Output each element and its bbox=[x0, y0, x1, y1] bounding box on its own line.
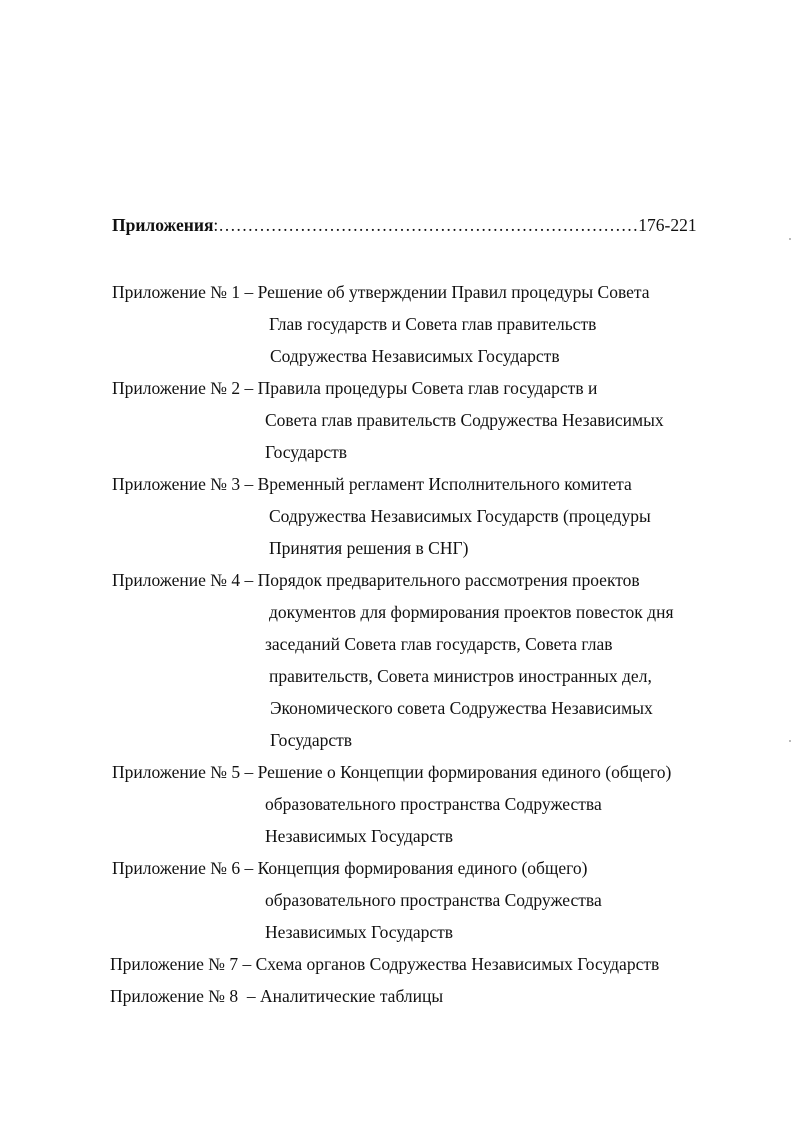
appendix-1-line-1 bbox=[112, 276, 752, 308]
appendix-3-line-2 bbox=[112, 500, 752, 532]
appendix-6-text-cont: Независимых Государств bbox=[265, 922, 454, 942]
appendix-1-text-cont: Глав государств и Совета глав правительств bbox=[269, 314, 597, 334]
appendix-4-line-2 bbox=[112, 596, 752, 628]
appendix-4-line-6 bbox=[112, 724, 752, 756]
appendix-1-line-2 bbox=[112, 308, 752, 340]
appendix-list bbox=[112, 276, 752, 1012]
appendix-6-text: Концепция формирования единого (общего) bbox=[257, 858, 588, 878]
appendix-1-number: Приложение № 1 bbox=[112, 282, 241, 302]
appendix-4-line-1 bbox=[112, 564, 752, 596]
page-range: 176-221 bbox=[638, 215, 697, 235]
appendix-3-number: Приложение № 3 bbox=[112, 474, 241, 494]
appendix-2-text-cont: Государств bbox=[265, 442, 348, 462]
appendix-7-text: Схема органов Содружества Независимых Государств bbox=[255, 954, 660, 974]
scan-speck bbox=[789, 238, 791, 240]
appendix-5-text-cont: образовательного пространства Содружества bbox=[265, 794, 602, 814]
appendix-6-text-cont: образовательного пространства Содружества bbox=[265, 890, 602, 910]
appendix-5-line-1 bbox=[112, 756, 752, 788]
appendix-5-number: Приложение № 5 bbox=[112, 762, 241, 782]
appendix-3-text: Временный регламент Исполнительного комитета bbox=[257, 474, 632, 494]
appendix-1-line-3 bbox=[112, 340, 752, 372]
appendix-3-line-1 bbox=[112, 468, 752, 500]
appendix-3-dash: – bbox=[240, 474, 258, 494]
appendix-2-line-3 bbox=[112, 436, 752, 468]
toc-header-line bbox=[112, 212, 738, 238]
appendix-2-text: Правила процедуры Совета глав государств и bbox=[257, 378, 598, 398]
appendix-7-dash: – bbox=[238, 954, 256, 974]
appendix-3-line-3 bbox=[112, 532, 752, 564]
appendix-5-text-cont: Независимых Государств bbox=[265, 826, 454, 846]
appendix-6-dash: – bbox=[240, 858, 258, 878]
dot-leader: :……………………………………………………………… bbox=[213, 215, 639, 235]
scan-speck bbox=[789, 740, 791, 742]
appendix-8-dash: – bbox=[238, 986, 260, 1006]
appendix-5-dash: – bbox=[240, 762, 258, 782]
appendix-5-line-2 bbox=[112, 788, 752, 820]
appendix-4-text-cont: заседаний Совета глав государств, Совета глав bbox=[265, 634, 613, 654]
appendix-7-line-1 bbox=[112, 948, 752, 980]
appendix-1-text-cont: Содружества Независимых Государств bbox=[270, 346, 560, 366]
appendix-6-line-1 bbox=[112, 852, 752, 884]
appendix-4-number: Приложение № 4 bbox=[112, 570, 241, 590]
appendix-3-text-cont: Принятия решения в СНГ) bbox=[269, 538, 469, 558]
appendices-title: Приложения bbox=[112, 215, 214, 235]
appendix-2-line-1 bbox=[112, 372, 752, 404]
appendix-6-line-2 bbox=[112, 884, 752, 916]
appendix-6-number: Приложение № 6 bbox=[112, 858, 241, 878]
appendix-4-line-4 bbox=[112, 660, 752, 692]
appendix-7-number: Приложение № 7 bbox=[110, 954, 239, 974]
appendix-5-text: Решение о Концепции формирования единого (общего) bbox=[257, 762, 672, 782]
appendix-8-text: Аналитические таблицы bbox=[260, 986, 444, 1006]
appendix-8-number: Приложение № 8 bbox=[110, 986, 239, 1006]
appendix-4-line-5 bbox=[112, 692, 752, 724]
appendix-6-line-3 bbox=[112, 916, 752, 948]
appendix-4-text: Порядок предварительного рассмотрения проектов bbox=[257, 570, 640, 590]
appendix-2-line-2 bbox=[112, 404, 752, 436]
appendix-2-text-cont: Совета глав правительств Содружества Независимых bbox=[265, 410, 664, 430]
appendix-8-line-1 bbox=[112, 980, 752, 1012]
appendix-5-line-3 bbox=[112, 820, 752, 852]
appendix-2-number: Приложение № 2 bbox=[112, 378, 241, 398]
appendix-4-text-cont: документов для формирования проектов повесток дня bbox=[269, 602, 674, 622]
appendix-4-text-cont: Экономического совета Содружества Независимых bbox=[270, 698, 653, 718]
appendix-1-text: Решение об утверждении Правил процедуры Совета bbox=[257, 282, 650, 302]
appendix-1-dash: – bbox=[240, 282, 258, 302]
appendix-4-line-3 bbox=[112, 628, 752, 660]
appendix-2-dash: – bbox=[240, 378, 258, 398]
appendix-3-text-cont: Содружества Независимых Государств (процедуры bbox=[269, 506, 651, 526]
appendix-4-dash: – bbox=[240, 570, 258, 590]
appendix-4-text-cont: правительств, Совета министров иностранных дел, bbox=[269, 666, 652, 686]
appendix-4-text-cont: Государств bbox=[270, 730, 353, 750]
